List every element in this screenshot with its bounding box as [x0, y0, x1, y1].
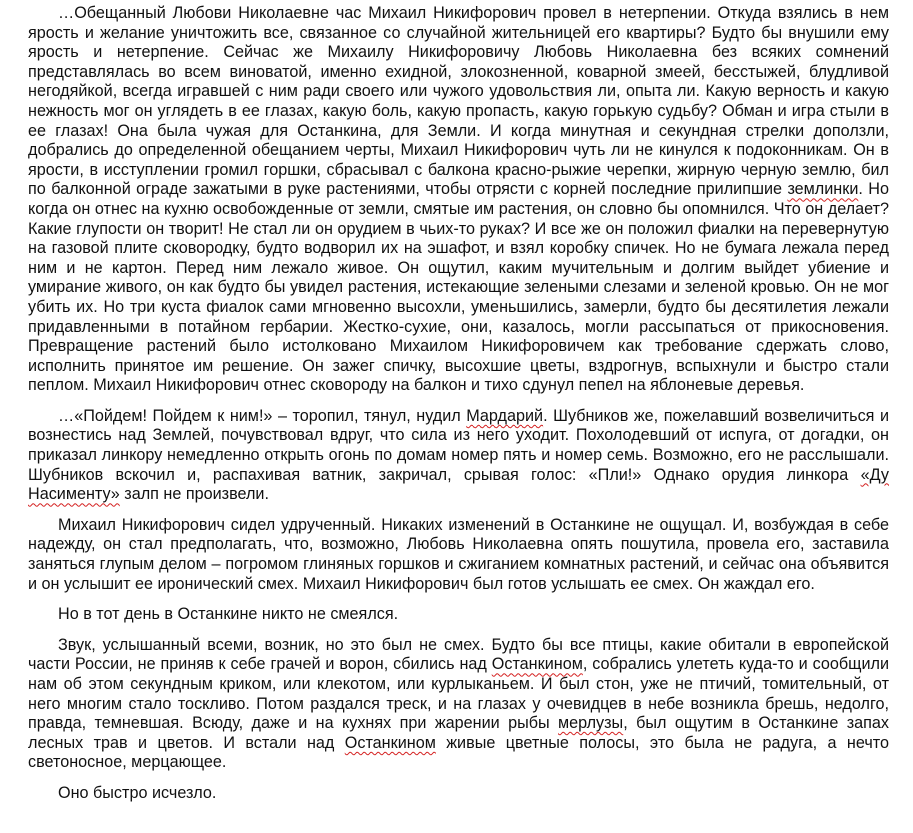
text-run: живые цветные полосы, это была не радуга, а нечто светоносное, мерцающее. [28, 733, 889, 772]
paragraph-4 [28, 605, 889, 625]
spellcheck-underlined-word[interactable]: Останкином [491, 655, 583, 674]
text-run: , был ощутим в Останкине запах лесных трав и цветов. И встали над [28, 714, 889, 752]
text-run: Но в тот день в Останкине никто не смеялся. [58, 605, 399, 624]
spellcheck-underlined-word[interactable]: землинки [787, 180, 859, 199]
spellcheck-underlined-word[interactable]: «Ду Насименту» [28, 465, 889, 504]
document-page [28, 4, 889, 815]
text-run: , собрались улететь куда-то и сообщили нам об этом секундным криком, или клекотом, или курлыканьем. И был стон, уже не птичий, томительный, от него многим стало тоскливо. Потом раздался треск, и на глазах у очевидцев в небе возникла брешь, недолго, правда, темневшая. Всюду, даже и на кухнях при жарении рыбы [28, 655, 889, 733]
paragraph-3 [28, 516, 889, 594]
paragraph-1 [28, 4, 889, 396]
paragraph-5 [28, 636, 889, 773]
paragraph-6 [28, 784, 889, 804]
paragraph-2 [28, 407, 889, 505]
text-run: …Обещанный Любови Николаевне час Михаил Никифорович провел в нетерпении. Откуда взялись в нем ярость и желание уничтожить все, связанное со случайной жительницей его квартиры? Будто бы внушили ему ярость и нетерпение. Сейчас же Михаилу Никифоровичу Любовь Николаевна без всяких сомнений представлялась во всем виноватой, именно ехидной, злокозненной, коварной змеей, бесстыжей, блудливой негодяйкой, всегда игравшей с ним ради своего или чужого удовольствия ли, опыта ли. Какую верность и какую нежность мог он углядеть в ее глазах, какую боль, какую пропасть, какую горькую судьбу? Обман и игра стыли в ее глазах! Она была чужая для Останкина, для Земли. И когда минутная и секундная стрелки доползли, добрались до определенной обещанием черты, Михаил Никифорович чуть ли не кинулся к подоконникам. Он в ярости, в исступлении громил горшки, сбрасывал с балкона красно-рыжие черепки, жирную черную землю, бил по балконной ограде зажатыми в руке растениями, чтобы отрясти с корней последние прилипшие [28, 4, 889, 199]
text-run: Михаил Никифорович сидел удрученный. Никаких изменений в Останкине не ощущал. И, возбуждая в себе надежду, он стал предполагать, что, возможно, Любовь Николаевна опять пошутила, провела его, заставила заняться глупым делом – погромом глиняных горшков и сжиганием комнатных растений, и сейчас она объявится и он услышит ее иронический смех. Михаил Никифорович был готов услышать ее смех. Он жаждал его. [28, 515, 889, 593]
text-run: . Но когда он отнес на кухню освобожденные от земли, смятые им растения, он словно бы опомнился. Что он делает? Какие глупости он творит! Не стал ли он орудием в чьих-то руках? И все же он положил фиалки на перевернутую на газовой плите сковородку, будто водворил их на эшафот, и взял коробку спичек. Но не бумага лежала перед ним и не картон. Перед ним лежало живое. Он ощутил, каким мучительным и долгим выйдет убиение и умирание живого, он как будто бы увидел растения, истекающие зелеными слезами и зеленой кровью. Он не мог убить их. Но три куста фиалок сами мгновенно высохли, уменьшились, замерли, будто бы десятилетия лежали придавленными в потайном гербарии. Жестко-сухие, они, казалось, могли рассыпаться от прикосновения. Превращение растений было истолковано Михаилом Никифоровичем как требование сдержать слово, исполнить принятое им решение. Он зажег спичку, высохшие цветы, вздрогнув, вспыхнули и быстро стали пеплом. Михаил Никифорович отнес сковороду на балкон и тихо сдунул пепел на яблоневые деревья. [28, 180, 889, 395]
text-run: …«Пойдем! Пойдем к ним!» – торопил, тянул, нудил [58, 406, 467, 425]
spellcheck-underlined-word[interactable]: мерлузы [558, 714, 624, 733]
text-run: Оно быстро исчезло. [58, 783, 217, 802]
text-run: залп не произвели. [119, 485, 269, 504]
spellcheck-underlined-word[interactable]: Останкином [344, 733, 436, 752]
spellcheck-underlined-word[interactable]: Мардарий [466, 406, 544, 425]
text-run: . Шубников же, пожелавший возвеличиться и вознестись над Землей, почувствовал вдруг, что сила из него уходит. Похолодевший от испуга, от догадки, он приказал линкору немедленно открыть огонь по домам номер пять и номер семь. Возможно, его не расслышали. Шубников вскочил и, распахивая ватник, закричал, срывая голос: «Пли!» Однако орудия линкора [28, 406, 889, 484]
text-run: Звук, услышанный всеми, возник, но это был не смех. Будто бы все птицы, какие обитали в европейской части России, не приняв к себе грачей и ворон, сбились над [28, 635, 889, 674]
